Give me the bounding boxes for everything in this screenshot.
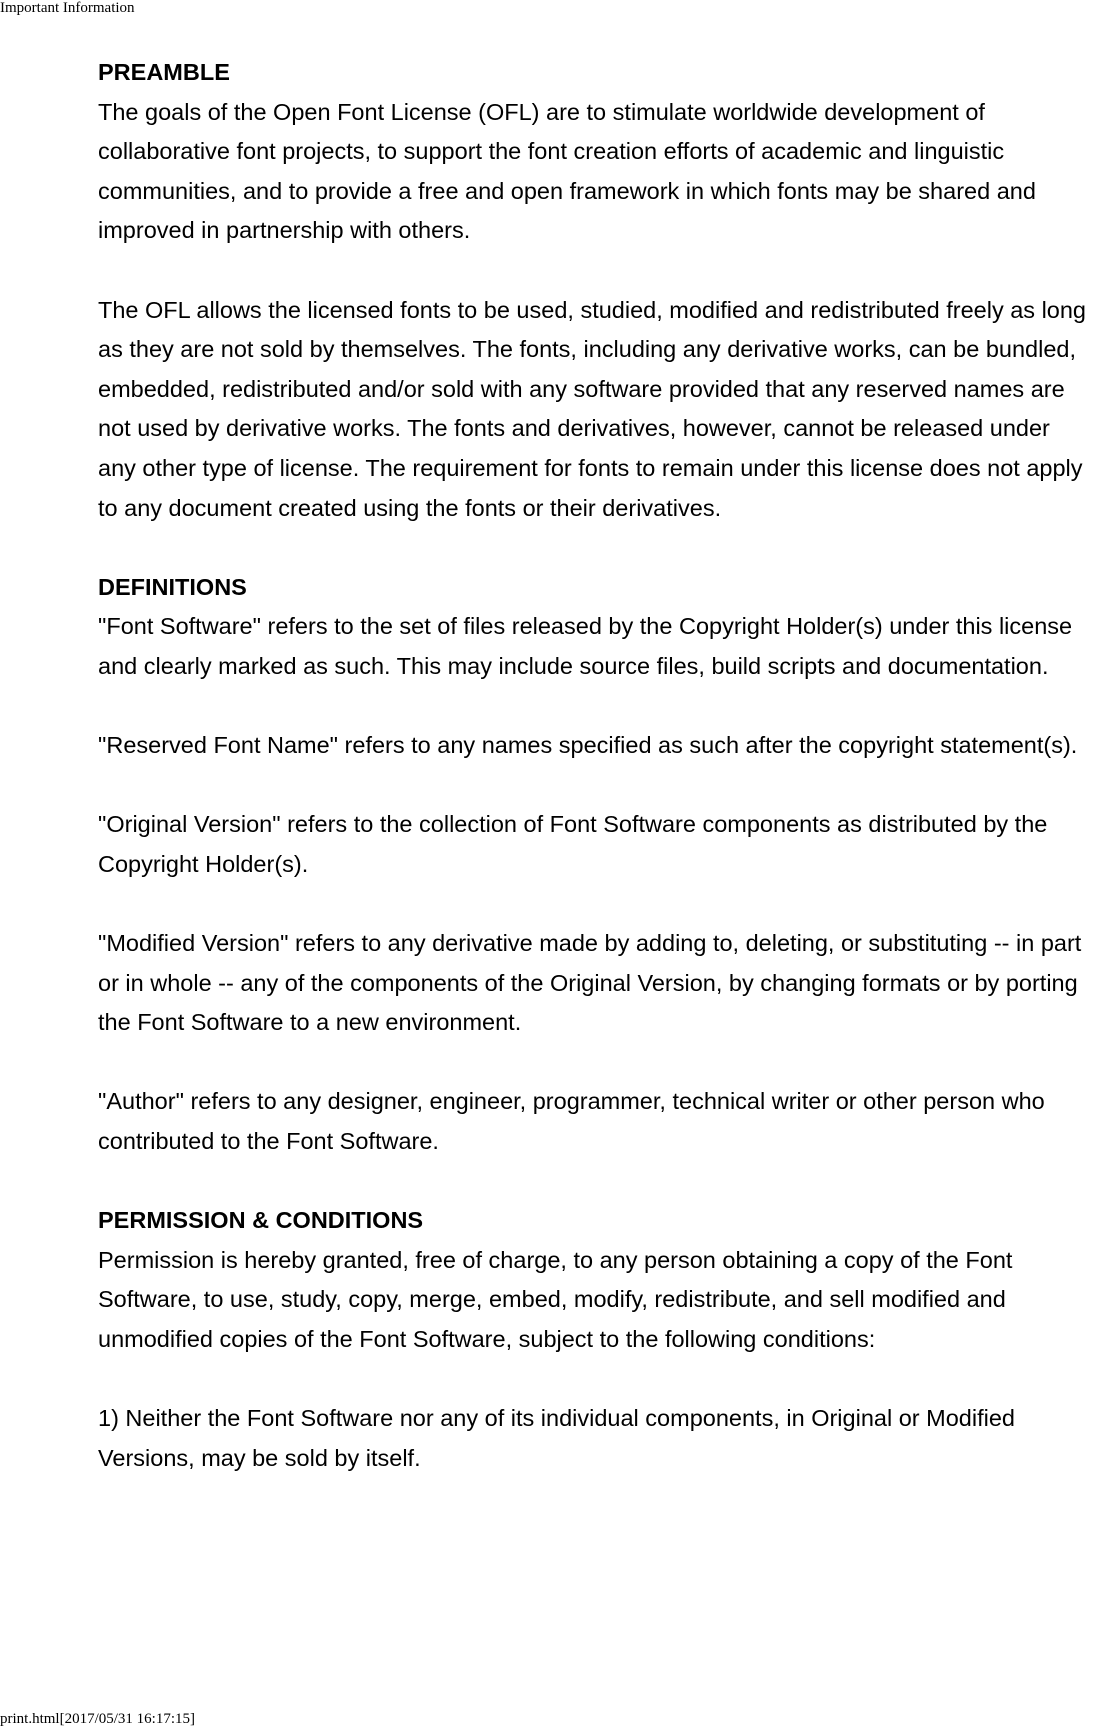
permission-paragraph: Permission is hereby granted, free of charge, to any person obtaining a copy of the Font Software, to use, study, copy, merge, embed, modify, redistribute, and sell modified and unmodified copies of the Font Software, subject to the following conditions: xyxy=(98,1246,1013,1352)
section-heading-permission: PERMISSION & CONDITIONS xyxy=(98,1207,424,1234)
section-heading-preamble: PREAMBLE xyxy=(98,59,230,85)
license-document xyxy=(98,53,1093,1478)
section-preamble xyxy=(98,53,1093,528)
preamble-paragraph-1: The goals of the Open Font License (OFL) are to stimulate worldwide development of collaborative font projects, to support the font creation efforts of academic and linguistic communities, and to provide a free and open framework in which fonts may be shared and improved in partnership with others. xyxy=(98,98,1036,244)
definition-author: "Author" refers to any designer, engineer, programmer, technical writer or other person who contributed to the Font Software. xyxy=(98,1088,1045,1155)
definition-original-version: "Original Version" refers to the collection of Font Software components as distributed by the Copyright Holder(s). xyxy=(98,811,1048,877)
section-definitions xyxy=(98,568,1093,1162)
preamble-paragraph-2: The OFL allows the licensed fonts to be used, studied, modified and redistributed freely as long as they are not sold by themselves. The fonts, including any derivative works, can be bundled, embedded, redistributed and/or sold with any software provided that any reserved names are not used by derivative works. The fonts and derivatives, however, cannot be released under any other type of license. The requirement for fonts to remain under this license does not apply to any document created using the fonts or their derivatives. xyxy=(98,296,1086,521)
print-header-title: Important Information xyxy=(0,0,135,16)
section-permission xyxy=(98,1201,1093,1478)
section-heading-definitions: DEFINITIONS xyxy=(98,573,247,600)
condition-1: 1) Neither the Font Software nor any of its individual components, in Original or Modified Versions, may be sold by itself. xyxy=(98,1405,1015,1471)
definition-font-software: "Font Software" refers to the set of files released by the Copyright Holder(s) under this license and clearly marked as such. This may include source files, build scripts and documentation. xyxy=(98,613,1073,679)
definition-modified-version: "Modified Version" refers to any derivative made by adding to, deleting, or substituting -- in part or in whole -- any of the components of the Original Version, by changing formats or by porting the Font Software to a new environment. xyxy=(98,930,1082,1036)
definition-reserved-font-name: "Reserved Font Name" refers to any names specified as such after the copyright statement(s). xyxy=(98,732,1078,759)
print-footer-source: print.html[2017/05/31 16:17:15] xyxy=(0,1711,195,1727)
